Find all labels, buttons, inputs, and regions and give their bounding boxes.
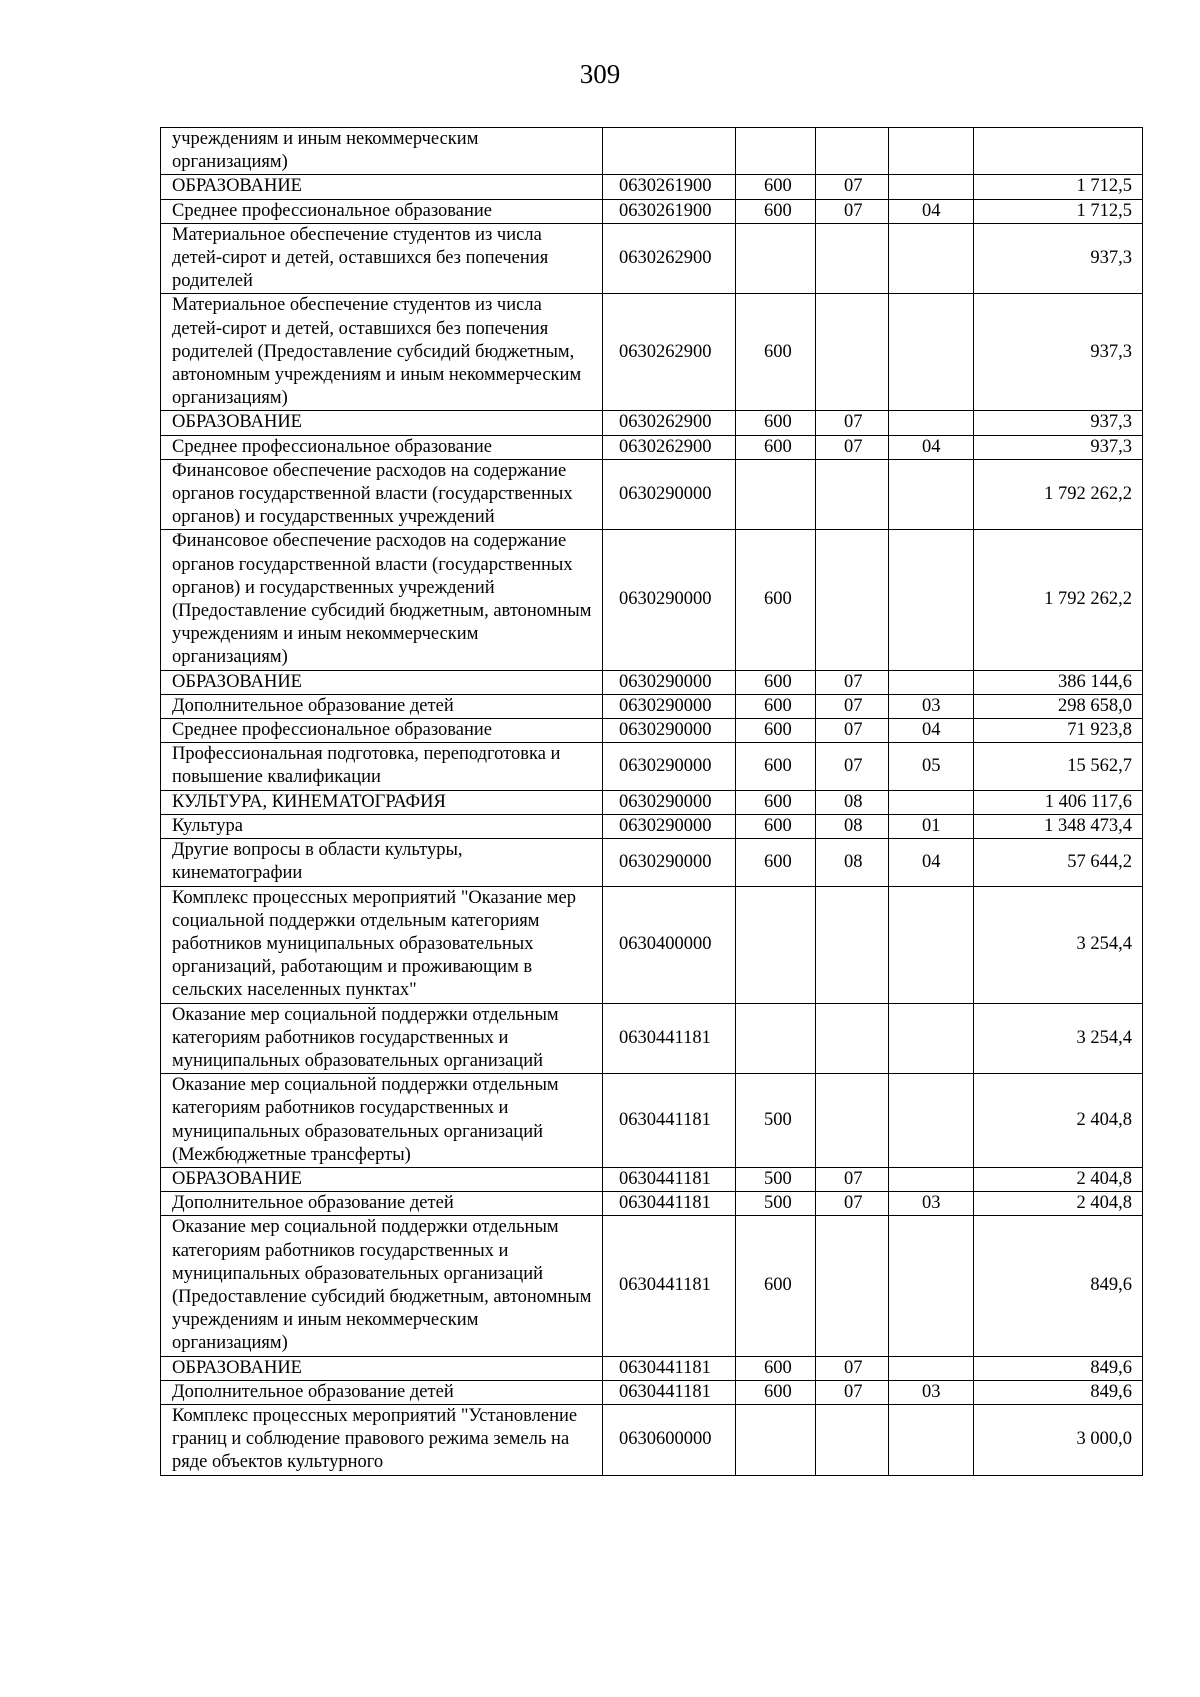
table-row (161, 743, 1143, 790)
target-article-code-cell: 0630441181 (603, 1216, 736, 1356)
amount-cell: 937,3 (974, 294, 1143, 411)
expenditure-name-cell: Оказание мер социальной поддержки отдельным категориям работников государственных и муниципальных образовательных организаций (161, 1003, 603, 1074)
amount-cell: 2 404,8 (974, 1167, 1143, 1191)
expenditure-name-cell: Оказание мер социальной поддержки отдельным категориям работников государственных и муниципальных образовательных организаций (Межбюджетные трансферты) (161, 1074, 603, 1168)
section-cell (816, 223, 889, 294)
expenditure-name-cell: Финансовое обеспечение расходов на содержание органов государственной власти (государственных органов) и государственных учреждений (161, 459, 603, 530)
expense-type-cell: 600 (736, 790, 816, 814)
target-article-code-cell: 0630290000 (603, 530, 736, 670)
target-article-code-cell: 0630290000 (603, 814, 736, 838)
amount-cell: 849,6 (974, 1216, 1143, 1356)
expenditure-name-cell: Среднее профессиональное образование (161, 199, 603, 223)
expense-type-cell: 600 (736, 1216, 816, 1356)
expenditure-name-cell: Профессиональная подготовка, переподготовка и повышение квалификации (161, 743, 603, 790)
subsection-cell (889, 1356, 974, 1380)
target-article-code-cell: 0630441181 (603, 1192, 736, 1216)
budget-table (160, 127, 1143, 1476)
section-cell (816, 1404, 889, 1475)
amount-cell (974, 128, 1143, 175)
section-cell (816, 459, 889, 530)
target-article-code-cell: 0630441181 (603, 1167, 736, 1191)
subsection-cell (889, 175, 974, 199)
amount-cell: 1 792 262,2 (974, 530, 1143, 670)
amount-cell: 1 712,5 (974, 175, 1143, 199)
table-row (161, 1216, 1143, 1356)
amount-cell: 2 404,8 (974, 1074, 1143, 1168)
section-cell: 07 (816, 175, 889, 199)
section-cell: 08 (816, 790, 889, 814)
section-cell: 07 (816, 199, 889, 223)
subsection-cell (889, 670, 974, 694)
table-row (161, 459, 1143, 530)
target-article-code-cell: 0630262900 (603, 294, 736, 411)
target-article-code-cell: 0630290000 (603, 790, 736, 814)
section-cell (816, 886, 889, 1003)
section-cell: 07 (816, 1356, 889, 1380)
subsection-cell (889, 459, 974, 530)
section-cell: 08 (816, 814, 889, 838)
target-article-code-cell: 0630262900 (603, 223, 736, 294)
table-row (161, 839, 1143, 886)
subsection-cell: 03 (889, 1192, 974, 1216)
target-article-code-cell: 0630441181 (603, 1380, 736, 1404)
expense-type-cell: 600 (736, 530, 816, 670)
target-article-code-cell: 0630290000 (603, 459, 736, 530)
section-cell: 07 (816, 694, 889, 718)
subsection-cell (889, 1167, 974, 1191)
table-row (161, 1003, 1143, 1074)
target-article-code-cell: 0630290000 (603, 694, 736, 718)
subsection-cell: 01 (889, 814, 974, 838)
target-article-code-cell: 0630441181 (603, 1003, 736, 1074)
subsection-cell: 03 (889, 694, 974, 718)
expenditure-name-cell: Оказание мер социальной поддержки отдельным категориям работников государственных и муниципальных образовательных организаций (Предоставление субсидий бюджетным, автономным учреждениям и иным некоммерческим организациям) (161, 1216, 603, 1356)
expenditure-name-cell: ОБРАЗОВАНИЕ (161, 175, 603, 199)
target-article-code-cell: 0630261900 (603, 199, 736, 223)
expense-type-cell (736, 886, 816, 1003)
amount-cell: 1 712,5 (974, 199, 1143, 223)
subsection-cell (889, 530, 974, 670)
target-article-code-cell (603, 128, 736, 175)
target-article-code-cell: 0630290000 (603, 670, 736, 694)
amount-cell: 1 792 262,2 (974, 459, 1143, 530)
amount-cell: 937,3 (974, 435, 1143, 459)
amount-cell: 2 404,8 (974, 1192, 1143, 1216)
expense-type-cell: 600 (736, 435, 816, 459)
table-row (161, 814, 1143, 838)
subsection-cell: 04 (889, 839, 974, 886)
expense-type-cell: 600 (736, 1356, 816, 1380)
table-row (161, 175, 1143, 199)
table-row (161, 294, 1143, 411)
subsection-cell (889, 294, 974, 411)
amount-cell: 1 406 117,6 (974, 790, 1143, 814)
page-number: 309 (579, 59, 621, 89)
subsection-cell: 04 (889, 435, 974, 459)
subsection-cell (889, 790, 974, 814)
amount-cell: 386 144,6 (974, 670, 1143, 694)
expense-type-cell: 600 (736, 1380, 816, 1404)
section-cell (816, 1074, 889, 1168)
target-article-code-cell: 0630441181 (603, 1356, 736, 1380)
expense-type-cell: 500 (736, 1074, 816, 1168)
section-cell: 07 (816, 670, 889, 694)
table-row (161, 1380, 1143, 1404)
expenditure-name-cell: Культура (161, 814, 603, 838)
subsection-cell (889, 886, 974, 1003)
amount-cell: 3 000,0 (974, 1404, 1143, 1475)
amount-cell: 849,6 (974, 1356, 1143, 1380)
subsection-cell (889, 1003, 974, 1074)
section-cell: 08 (816, 839, 889, 886)
table-row (161, 1192, 1143, 1216)
subsection-cell: 05 (889, 743, 974, 790)
expenditure-name-cell: ОБРАЗОВАНИЕ (161, 411, 603, 435)
amount-cell: 57 644,2 (974, 839, 1143, 886)
expense-type-cell: 600 (736, 199, 816, 223)
section-cell (816, 1003, 889, 1074)
target-article-code-cell: 0630262900 (603, 411, 736, 435)
table-row (161, 1074, 1143, 1168)
expenditure-name-cell: ОБРАЗОВАНИЕ (161, 1167, 603, 1191)
expense-type-cell: 600 (736, 411, 816, 435)
subsection-cell: 04 (889, 199, 974, 223)
expense-type-cell: 600 (736, 743, 816, 790)
section-cell: 07 (816, 1380, 889, 1404)
expenditure-name-cell: Материальное обеспечение студентов из числа детей-сирот и детей, оставшихся без попечения родителей (Предоставление субсидий бюджетным, автономным учреждениям и иным некоммерческим организациям) (161, 294, 603, 411)
expense-type-cell (736, 223, 816, 294)
amount-cell: 3 254,4 (974, 1003, 1143, 1074)
subsection-cell (889, 223, 974, 294)
table-row (161, 411, 1143, 435)
amount-cell: 1 348 473,4 (974, 814, 1143, 838)
table-row (161, 694, 1143, 718)
section-cell: 07 (816, 435, 889, 459)
section-cell: 07 (816, 1167, 889, 1191)
table-row (161, 530, 1143, 670)
table-row (161, 1404, 1143, 1475)
target-article-code-cell: 0630290000 (603, 839, 736, 886)
section-cell (816, 294, 889, 411)
expenditure-name-cell: учреждениям и иным некоммерческим организациям) (161, 128, 603, 175)
expenditure-name-cell: Другие вопросы в области культуры, кинематографии (161, 839, 603, 886)
target-article-code-cell: 0630600000 (603, 1404, 736, 1475)
budget-table-body (161, 128, 1143, 1476)
target-article-code-cell: 0630400000 (603, 886, 736, 1003)
table-row (161, 790, 1143, 814)
section-cell: 07 (816, 743, 889, 790)
expenditure-name-cell: Дополнительное образование детей (161, 1380, 603, 1404)
section-cell: 07 (816, 411, 889, 435)
expense-type-cell (736, 459, 816, 530)
amount-cell: 15 562,7 (974, 743, 1143, 790)
expense-type-cell: 600 (736, 175, 816, 199)
expenditure-name-cell: Дополнительное образование детей (161, 1192, 603, 1216)
expense-type-cell: 600 (736, 670, 816, 694)
expenditure-name-cell: ОБРАЗОВАНИЕ (161, 670, 603, 694)
subsection-cell (889, 411, 974, 435)
expenditure-name-cell: Финансовое обеспечение расходов на содержание органов государственной власти (государственных органов) и государственных учреждений (Предоставление субсидий бюджетным, автономным учреждениям и иным некоммерческим организациям) (161, 530, 603, 670)
expense-type-cell (736, 128, 816, 175)
expense-type-cell: 600 (736, 814, 816, 838)
expenditure-name-cell: Дополнительное образование детей (161, 694, 603, 718)
target-article-code-cell: 0630290000 (603, 719, 736, 743)
expense-type-cell (736, 1404, 816, 1475)
amount-cell: 3 254,4 (974, 886, 1143, 1003)
subsection-cell (889, 1074, 974, 1168)
table-row (161, 223, 1143, 294)
section-cell (816, 1216, 889, 1356)
subsection-cell (889, 1216, 974, 1356)
subsection-cell: 03 (889, 1380, 974, 1404)
subsection-cell (889, 128, 974, 175)
section-cell: 07 (816, 719, 889, 743)
table-row (161, 128, 1143, 175)
table-row (161, 670, 1143, 694)
table-row (161, 199, 1143, 223)
target-article-code-cell: 0630262900 (603, 435, 736, 459)
table-row (161, 1356, 1143, 1380)
expense-type-cell (736, 1003, 816, 1074)
target-article-code-cell: 0630441181 (603, 1074, 736, 1168)
expense-type-cell: 600 (736, 694, 816, 718)
expense-type-cell: 600 (736, 839, 816, 886)
amount-cell: 849,6 (974, 1380, 1143, 1404)
target-article-code-cell: 0630290000 (603, 743, 736, 790)
amount-cell: 937,3 (974, 411, 1143, 435)
expense-type-cell: 600 (736, 294, 816, 411)
expenditure-name-cell: Комплекс процессных мероприятий "Установление границ и соблюдение правового режима земель на ряде объектов культурного (161, 1404, 603, 1475)
expenditure-name-cell: Среднее профессиональное образование (161, 435, 603, 459)
expenditure-name-cell: КУЛЬТУРА, КИНЕМАТОГРАФИЯ (161, 790, 603, 814)
table-row (161, 435, 1143, 459)
section-cell: 07 (816, 1192, 889, 1216)
table-row (161, 886, 1143, 1003)
amount-cell: 937,3 (974, 223, 1143, 294)
expenditure-name-cell: Материальное обеспечение студентов из числа детей-сирот и детей, оставшихся без попечения родителей (161, 223, 603, 294)
expense-type-cell: 500 (736, 1192, 816, 1216)
expense-type-cell: 500 (736, 1167, 816, 1191)
subsection-cell: 04 (889, 719, 974, 743)
subsection-cell (889, 1404, 974, 1475)
section-cell (816, 530, 889, 670)
section-cell (816, 128, 889, 175)
table-row (161, 1167, 1143, 1191)
expenditure-name-cell: Комплекс процессных мероприятий "Оказание мер социальной поддержки отдельным категориям работников муниципальных образовательных организаций, работающим и проживающим в сельских населенных пунктах" (161, 886, 603, 1003)
expense-type-cell: 600 (736, 719, 816, 743)
amount-cell: 71 923,8 (974, 719, 1143, 743)
expenditure-name-cell: ОБРАЗОВАНИЕ (161, 1356, 603, 1380)
amount-cell: 298 658,0 (974, 694, 1143, 718)
table-row (161, 719, 1143, 743)
target-article-code-cell: 0630261900 (603, 175, 736, 199)
expenditure-name-cell: Среднее профессиональное образование (161, 719, 603, 743)
